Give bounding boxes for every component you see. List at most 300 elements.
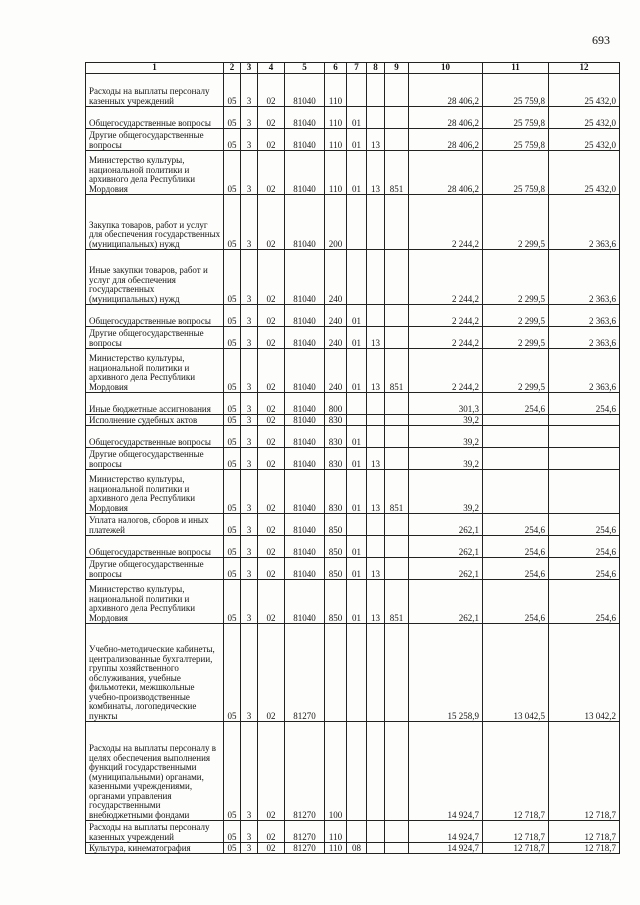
col4-cell: 02 bbox=[258, 580, 285, 624]
col12-cell: 2 363,6 bbox=[549, 195, 620, 250]
col6-cell: 110 bbox=[325, 107, 347, 129]
col2-cell: 05 bbox=[224, 580, 241, 624]
col12-cell: 2 363,6 bbox=[549, 349, 620, 393]
col9-cell bbox=[385, 393, 409, 415]
col6-cell: 240 bbox=[325, 305, 347, 327]
col3-cell: 3 bbox=[241, 722, 258, 821]
col11-cell: 2 299,5 bbox=[483, 305, 549, 327]
col10-cell: 262,1 bbox=[409, 558, 483, 580]
row-name-cell: Иные бюджетные ассигнования bbox=[86, 393, 224, 415]
col11-cell: 254,6 bbox=[483, 580, 549, 624]
row-name-cell: Расходы на выплаты персоналу казенных учреждений bbox=[86, 74, 224, 107]
col3-cell: 3 bbox=[241, 349, 258, 393]
col4-cell: 02 bbox=[258, 722, 285, 821]
row-name-cell: Министерство культуры, национальной политики и архивного дела Республики Мордовия bbox=[86, 470, 224, 514]
column-header-3: 3 bbox=[241, 63, 258, 74]
table-row bbox=[86, 514, 620, 536]
column-header-8: 8 bbox=[367, 63, 385, 74]
col3-cell: 3 bbox=[241, 74, 258, 107]
col7-cell bbox=[347, 74, 367, 107]
row-name-cell: Учебно-методические кабинеты, централизованные бухгалтерии, группы хозяйственного обслуживания, учебные фильмотеки, межшкольные учебно-производственные комбинаты, логопедические пункты bbox=[86, 624, 224, 722]
col4-cell: 02 bbox=[258, 250, 285, 305]
col9-cell bbox=[385, 426, 409, 448]
row-name-cell: Расходы на выплаты персоналу казенных учреждений bbox=[86, 821, 224, 843]
col5-cell: 81040 bbox=[285, 129, 325, 151]
col7-cell: 01 bbox=[347, 448, 367, 470]
col10-cell: 39,2 bbox=[409, 426, 483, 448]
col9-cell bbox=[385, 195, 409, 250]
col7-cell: 01 bbox=[347, 305, 367, 327]
col10-cell: 301,3 bbox=[409, 393, 483, 415]
col7-cell: 01 bbox=[347, 536, 367, 558]
row-name-cell: Общегосударственные вопросы bbox=[86, 107, 224, 129]
col8-cell bbox=[367, 843, 385, 854]
col3-cell: 3 bbox=[241, 536, 258, 558]
col12-cell: 254,6 bbox=[549, 580, 620, 624]
col2-cell: 05 bbox=[224, 821, 241, 843]
col12-cell: 12 718,7 bbox=[549, 722, 620, 821]
col10-cell: 28 406,2 bbox=[409, 151, 483, 195]
col8-cell: 13 bbox=[367, 470, 385, 514]
col6-cell: 240 bbox=[325, 349, 347, 393]
col5-cell: 81270 bbox=[285, 624, 325, 722]
col12-cell: 13 042,2 bbox=[549, 624, 620, 722]
col5-cell: 81040 bbox=[285, 448, 325, 470]
col4-cell: 02 bbox=[258, 426, 285, 448]
column-header-9: 9 bbox=[385, 63, 409, 74]
col5-cell: 81040 bbox=[285, 327, 325, 349]
col12-cell: 25 432,0 bbox=[549, 151, 620, 195]
col8-cell: 13 bbox=[367, 129, 385, 151]
col3-cell: 3 bbox=[241, 250, 258, 305]
row-name-cell: Общегосударственные вопросы bbox=[86, 426, 224, 448]
table-row bbox=[86, 250, 620, 305]
col7-cell: 01 bbox=[347, 129, 367, 151]
col5-cell: 81040 bbox=[285, 415, 325, 426]
col9-cell: 851 bbox=[385, 470, 409, 514]
col12-cell bbox=[549, 470, 620, 514]
column-header-2: 2 bbox=[224, 63, 241, 74]
col5-cell: 81040 bbox=[285, 393, 325, 415]
col2-cell: 05 bbox=[224, 448, 241, 470]
table-row bbox=[86, 470, 620, 514]
row-name-cell: Расходы на выплаты персоналу в целях обеспечения выполнения функций государственными (муниципальными) органами, казенными учреждениями, органами управления государственными внебюджетными фондами bbox=[86, 722, 224, 821]
row-name-cell: Уплата налогов, сборов и иных платежей bbox=[86, 514, 224, 536]
col3-cell: 3 bbox=[241, 470, 258, 514]
col2-cell: 05 bbox=[224, 536, 241, 558]
col4-cell: 02 bbox=[258, 448, 285, 470]
col6-cell: 850 bbox=[325, 558, 347, 580]
table-row bbox=[86, 74, 620, 107]
column-header-11: 11 bbox=[483, 63, 549, 74]
col3-cell: 3 bbox=[241, 624, 258, 722]
col3-cell: 3 bbox=[241, 129, 258, 151]
column-header-7: 7 bbox=[347, 63, 367, 74]
col9-cell: 851 bbox=[385, 349, 409, 393]
table-row bbox=[86, 349, 620, 393]
col6-cell: 110 bbox=[325, 821, 347, 843]
col5-cell: 81040 bbox=[285, 305, 325, 327]
col9-cell bbox=[385, 305, 409, 327]
col7-cell: 01 bbox=[347, 151, 367, 195]
col3-cell: 3 bbox=[241, 580, 258, 624]
col8-cell: 13 bbox=[367, 580, 385, 624]
col3-cell: 3 bbox=[241, 107, 258, 129]
col5-cell: 81040 bbox=[285, 74, 325, 107]
col5-cell: 81270 bbox=[285, 722, 325, 821]
col7-cell: 01 bbox=[347, 349, 367, 393]
col3-cell: 3 bbox=[241, 151, 258, 195]
col3-cell: 3 bbox=[241, 327, 258, 349]
col11-cell: 254,6 bbox=[483, 536, 549, 558]
col2-cell: 05 bbox=[224, 151, 241, 195]
col9-cell bbox=[385, 722, 409, 821]
col11-cell: 12 718,7 bbox=[483, 821, 549, 843]
col12-cell: 25 432,0 bbox=[549, 129, 620, 151]
col3-cell: 3 bbox=[241, 843, 258, 854]
col8-cell: 13 bbox=[367, 327, 385, 349]
row-name-cell: Другие общегосударственные вопросы bbox=[86, 448, 224, 470]
col12-cell: 2 363,6 bbox=[549, 250, 620, 305]
col7-cell bbox=[347, 624, 367, 722]
col4-cell: 02 bbox=[258, 821, 285, 843]
col2-cell: 05 bbox=[224, 415, 241, 426]
table-row bbox=[86, 558, 620, 580]
col12-cell: 254,6 bbox=[549, 536, 620, 558]
col12-cell: 12 718,7 bbox=[549, 843, 620, 854]
col5-cell: 81040 bbox=[285, 250, 325, 305]
col4-cell: 02 bbox=[258, 514, 285, 536]
col11-cell: 2 299,5 bbox=[483, 250, 549, 305]
col7-cell: 01 bbox=[347, 470, 367, 514]
row-name-cell: Закупка товаров, работ и услуг для обеспечения государственных (муниципальных) нужд bbox=[86, 195, 224, 250]
col3-cell: 3 bbox=[241, 305, 258, 327]
col11-cell: 12 718,7 bbox=[483, 722, 549, 821]
col8-cell: 13 bbox=[367, 151, 385, 195]
col6-cell: 830 bbox=[325, 426, 347, 448]
col12-cell: 2 363,6 bbox=[549, 327, 620, 349]
page-number: 693 bbox=[592, 33, 610, 47]
col5-cell: 81040 bbox=[285, 580, 325, 624]
col12-cell bbox=[549, 426, 620, 448]
budget-table bbox=[85, 62, 620, 854]
col8-cell bbox=[367, 426, 385, 448]
col2-cell: 05 bbox=[224, 558, 241, 580]
col10-cell: 2 244,2 bbox=[409, 305, 483, 327]
col9-cell bbox=[385, 107, 409, 129]
col9-cell bbox=[385, 624, 409, 722]
col6-cell: 800 bbox=[325, 393, 347, 415]
col10-cell: 262,1 bbox=[409, 536, 483, 558]
col6-cell: 110 bbox=[325, 843, 347, 854]
col11-cell bbox=[483, 448, 549, 470]
col7-cell: 08 bbox=[347, 843, 367, 854]
col4-cell: 02 bbox=[258, 393, 285, 415]
col8-cell bbox=[367, 305, 385, 327]
row-name-cell: Общегосударственные вопросы bbox=[86, 305, 224, 327]
col7-cell: 01 bbox=[347, 107, 367, 129]
col12-cell: 254,6 bbox=[549, 514, 620, 536]
col7-cell: 01 bbox=[347, 558, 367, 580]
col7-cell bbox=[347, 415, 367, 426]
col11-cell: 25 759,8 bbox=[483, 151, 549, 195]
col4-cell: 02 bbox=[258, 327, 285, 349]
col5-cell: 81040 bbox=[285, 536, 325, 558]
col9-cell bbox=[385, 129, 409, 151]
col11-cell: 254,6 bbox=[483, 558, 549, 580]
col9-cell bbox=[385, 821, 409, 843]
table-row bbox=[86, 448, 620, 470]
col9-cell bbox=[385, 250, 409, 305]
col4-cell: 02 bbox=[258, 107, 285, 129]
col2-cell: 05 bbox=[224, 129, 241, 151]
col8-cell bbox=[367, 250, 385, 305]
col2-cell: 05 bbox=[224, 470, 241, 514]
table-row bbox=[86, 722, 620, 821]
col2-cell: 05 bbox=[224, 195, 241, 250]
col5-cell: 81270 bbox=[285, 821, 325, 843]
col2-cell: 05 bbox=[224, 305, 241, 327]
col5-cell: 81040 bbox=[285, 349, 325, 393]
table-row bbox=[86, 580, 620, 624]
row-name-cell: Министерство культуры, национальной политики и архивного дела Республики Мордовия bbox=[86, 151, 224, 195]
col12-cell: 25 432,0 bbox=[549, 74, 620, 107]
table-row bbox=[86, 305, 620, 327]
col10-cell: 14 924,7 bbox=[409, 843, 483, 854]
col9-cell bbox=[385, 843, 409, 854]
col12-cell: 254,6 bbox=[549, 393, 620, 415]
col8-cell bbox=[367, 393, 385, 415]
col6-cell: 850 bbox=[325, 580, 347, 624]
col4-cell: 02 bbox=[258, 349, 285, 393]
col4-cell: 02 bbox=[258, 195, 285, 250]
col2-cell: 05 bbox=[224, 722, 241, 821]
col2-cell: 05 bbox=[224, 349, 241, 393]
col11-cell: 254,6 bbox=[483, 514, 549, 536]
col8-cell: 13 bbox=[367, 558, 385, 580]
col11-cell bbox=[483, 426, 549, 448]
col3-cell: 3 bbox=[241, 195, 258, 250]
col11-cell: 25 759,8 bbox=[483, 107, 549, 129]
row-name-cell: Общегосударственные вопросы bbox=[86, 536, 224, 558]
col4-cell: 02 bbox=[258, 415, 285, 426]
table-row bbox=[86, 821, 620, 843]
col9-cell bbox=[385, 558, 409, 580]
col9-cell: 851 bbox=[385, 580, 409, 624]
col3-cell: 3 bbox=[241, 415, 258, 426]
table-row bbox=[86, 536, 620, 558]
col10-cell: 262,1 bbox=[409, 580, 483, 624]
col4-cell: 02 bbox=[258, 74, 285, 107]
col10-cell: 28 406,2 bbox=[409, 74, 483, 107]
col9-cell bbox=[385, 74, 409, 107]
col8-cell bbox=[367, 624, 385, 722]
col7-cell bbox=[347, 722, 367, 821]
col10-cell: 39,2 bbox=[409, 415, 483, 426]
col5-cell: 81040 bbox=[285, 195, 325, 250]
col2-cell: 05 bbox=[224, 514, 241, 536]
col11-cell: 254,6 bbox=[483, 393, 549, 415]
col7-cell: 01 bbox=[347, 580, 367, 624]
col10-cell: 15 258,9 bbox=[409, 624, 483, 722]
col12-cell: 12 718,7 bbox=[549, 821, 620, 843]
row-name-cell: Исполнение судебных актов bbox=[86, 415, 224, 426]
column-header-1: 1 bbox=[86, 63, 224, 74]
col10-cell: 2 244,2 bbox=[409, 195, 483, 250]
table-row bbox=[86, 415, 620, 426]
col10-cell: 28 406,2 bbox=[409, 129, 483, 151]
col9-cell bbox=[385, 536, 409, 558]
col6-cell: 830 bbox=[325, 415, 347, 426]
col6-cell bbox=[325, 624, 347, 722]
table-row bbox=[86, 195, 620, 250]
col3-cell: 3 bbox=[241, 448, 258, 470]
col6-cell: 100 bbox=[325, 722, 347, 821]
col5-cell: 81270 bbox=[285, 843, 325, 854]
col11-cell bbox=[483, 470, 549, 514]
col4-cell: 02 bbox=[258, 305, 285, 327]
table-row bbox=[86, 426, 620, 448]
table-row bbox=[86, 151, 620, 195]
col12-cell: 2 363,6 bbox=[549, 305, 620, 327]
col5-cell: 81040 bbox=[285, 426, 325, 448]
col6-cell: 830 bbox=[325, 448, 347, 470]
col7-cell: 01 bbox=[347, 426, 367, 448]
col6-cell: 240 bbox=[325, 250, 347, 305]
column-header-10: 10 bbox=[409, 63, 483, 74]
col6-cell: 850 bbox=[325, 514, 347, 536]
col7-cell bbox=[347, 195, 367, 250]
row-name-cell: Другие общегосударственные вопросы bbox=[86, 129, 224, 151]
column-number-row bbox=[86, 63, 620, 74]
col9-cell: 851 bbox=[385, 151, 409, 195]
col9-cell bbox=[385, 448, 409, 470]
row-name-cell: Другие общегосударственные вопросы bbox=[86, 327, 224, 349]
row-name-cell: Министерство культуры, национальной политики и архивного дела Республики Мордовия bbox=[86, 349, 224, 393]
col12-cell: 254,6 bbox=[549, 558, 620, 580]
col2-cell: 05 bbox=[224, 426, 241, 448]
col11-cell: 2 299,5 bbox=[483, 327, 549, 349]
col9-cell bbox=[385, 327, 409, 349]
col8-cell bbox=[367, 107, 385, 129]
table-row bbox=[86, 624, 620, 722]
row-name-cell: Другие общегосударственные вопросы bbox=[86, 558, 224, 580]
col6-cell: 110 bbox=[325, 151, 347, 195]
col11-cell: 25 759,8 bbox=[483, 74, 549, 107]
col6-cell: 830 bbox=[325, 470, 347, 514]
col5-cell: 81040 bbox=[285, 107, 325, 129]
col5-cell: 81040 bbox=[285, 558, 325, 580]
col10-cell: 14 924,7 bbox=[409, 821, 483, 843]
table-row bbox=[86, 107, 620, 129]
column-header-12: 12 bbox=[549, 63, 620, 74]
table-row bbox=[86, 393, 620, 415]
col7-cell bbox=[347, 393, 367, 415]
col3-cell: 3 bbox=[241, 393, 258, 415]
col4-cell: 02 bbox=[258, 536, 285, 558]
col12-cell: 25 432,0 bbox=[549, 107, 620, 129]
col2-cell: 05 bbox=[224, 393, 241, 415]
col2-cell: 05 bbox=[224, 107, 241, 129]
col2-cell: 05 bbox=[224, 624, 241, 722]
col3-cell: 3 bbox=[241, 426, 258, 448]
col10-cell: 262,1 bbox=[409, 514, 483, 536]
col7-cell bbox=[347, 250, 367, 305]
col4-cell: 02 bbox=[258, 558, 285, 580]
col6-cell: 110 bbox=[325, 129, 347, 151]
col4-cell: 02 bbox=[258, 151, 285, 195]
col11-cell: 25 759,8 bbox=[483, 129, 549, 151]
col8-cell: 13 bbox=[367, 349, 385, 393]
table-row bbox=[86, 129, 620, 151]
col10-cell: 14 924,7 bbox=[409, 722, 483, 821]
col10-cell: 39,2 bbox=[409, 448, 483, 470]
col8-cell bbox=[367, 195, 385, 250]
col6-cell: 850 bbox=[325, 536, 347, 558]
col5-cell: 81040 bbox=[285, 514, 325, 536]
row-name-cell: Иные закупки товаров, работ и услуг для обеспечения государственных (муниципальных) нужд bbox=[86, 250, 224, 305]
row-name-cell: Министерство культуры, национальной политики и архивного дела Республики Мордовия bbox=[86, 580, 224, 624]
col2-cell: 05 bbox=[224, 843, 241, 854]
col12-cell bbox=[549, 448, 620, 470]
col8-cell bbox=[367, 722, 385, 821]
col10-cell: 2 244,2 bbox=[409, 250, 483, 305]
col2-cell: 05 bbox=[224, 74, 241, 107]
col3-cell: 3 bbox=[241, 821, 258, 843]
col5-cell: 81040 bbox=[285, 470, 325, 514]
col8-cell bbox=[367, 74, 385, 107]
col11-cell: 12 718,7 bbox=[483, 843, 549, 854]
col8-cell: 13 bbox=[367, 448, 385, 470]
col10-cell: 2 244,2 bbox=[409, 327, 483, 349]
row-name-cell: Культура, кинематография bbox=[86, 843, 224, 854]
col8-cell bbox=[367, 536, 385, 558]
column-header-5: 5 bbox=[285, 63, 325, 74]
table-row bbox=[86, 843, 620, 854]
col4-cell: 02 bbox=[258, 624, 285, 722]
col9-cell bbox=[385, 415, 409, 426]
table-row bbox=[86, 327, 620, 349]
col10-cell: 2 244,2 bbox=[409, 349, 483, 393]
col10-cell: 39,2 bbox=[409, 470, 483, 514]
col3-cell: 3 bbox=[241, 514, 258, 536]
col4-cell: 02 bbox=[258, 470, 285, 514]
col11-cell bbox=[483, 415, 549, 426]
col7-cell: 01 bbox=[347, 327, 367, 349]
col2-cell: 05 bbox=[224, 327, 241, 349]
col11-cell: 13 042,5 bbox=[483, 624, 549, 722]
col8-cell bbox=[367, 514, 385, 536]
col7-cell bbox=[347, 514, 367, 536]
col11-cell: 2 299,5 bbox=[483, 195, 549, 250]
col5-cell: 81040 bbox=[285, 151, 325, 195]
col11-cell: 2 299,5 bbox=[483, 349, 549, 393]
col4-cell: 02 bbox=[258, 129, 285, 151]
col10-cell: 28 406,2 bbox=[409, 107, 483, 129]
col8-cell bbox=[367, 821, 385, 843]
col12-cell bbox=[549, 415, 620, 426]
col6-cell: 200 bbox=[325, 195, 347, 250]
col3-cell: 3 bbox=[241, 558, 258, 580]
col6-cell: 110 bbox=[325, 74, 347, 107]
column-header-4: 4 bbox=[258, 63, 285, 74]
col9-cell bbox=[385, 514, 409, 536]
col2-cell: 05 bbox=[224, 250, 241, 305]
col8-cell bbox=[367, 415, 385, 426]
col6-cell: 240 bbox=[325, 327, 347, 349]
column-header-6: 6 bbox=[325, 63, 347, 74]
col7-cell bbox=[347, 821, 367, 843]
